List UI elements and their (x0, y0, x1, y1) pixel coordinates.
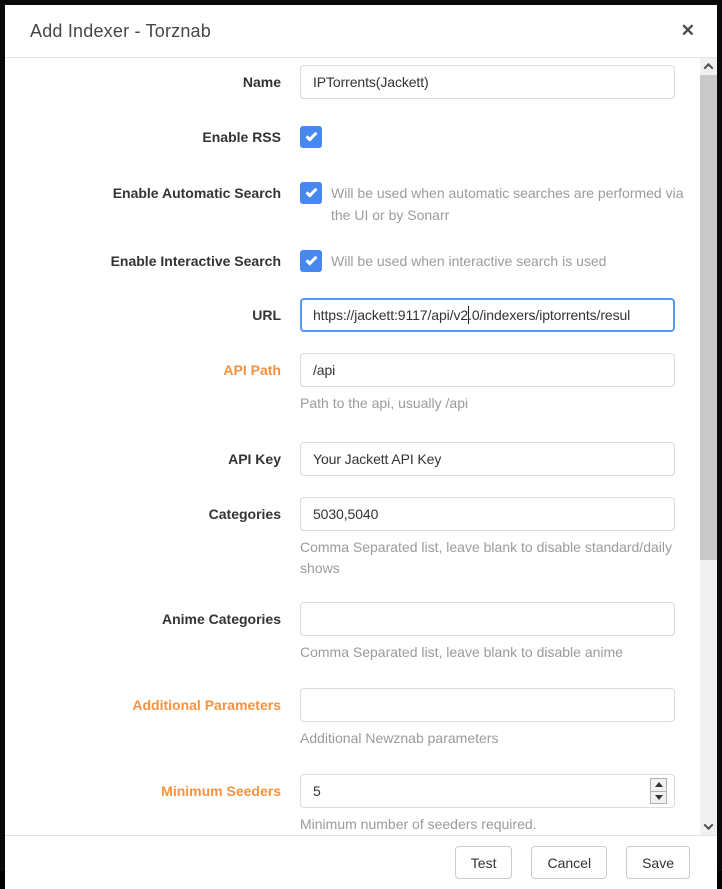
additional-parameters-help: Additional Newznab parameters (300, 730, 499, 746)
anime-categories-help: Comma Separated list, leave blank to disable anime (300, 644, 623, 660)
additional-parameters-input[interactable] (300, 688, 675, 722)
form-row-enable-rss (5, 126, 700, 148)
name-label: Name (242, 73, 281, 90)
form-row-minimum-seeders (5, 774, 700, 835)
minimum-seeders-input[interactable] (300, 774, 675, 808)
form-row-categories (5, 497, 700, 579)
chevron-down-icon (704, 820, 714, 830)
enable-rss-label: Enable RSS (202, 128, 281, 145)
form-row-anime-categories (5, 602, 700, 663)
cancel-button[interactable]: Cancel (531, 846, 607, 879)
modal-footer (5, 835, 717, 889)
enable-automatic-search-help: Will be used when automatic searches are performed via the UI or by Sonarr (331, 185, 684, 223)
close-icon[interactable]: ✕ (680, 21, 695, 40)
number-spinner (650, 778, 667, 804)
categories-input[interactable] (300, 497, 675, 531)
scroll-up-button[interactable] (700, 58, 717, 75)
enable-interactive-search-label: Enable Interactive Search (110, 252, 281, 269)
api-path-label: API Path (223, 361, 281, 378)
enable-automatic-search-checkbox[interactable] (300, 182, 322, 204)
form-row-name (5, 65, 700, 99)
api-path-input[interactable] (300, 353, 675, 387)
form-row-additional-parameters (5, 688, 700, 749)
api-key-label: API Key (228, 450, 281, 467)
scrollbar-thumb[interactable] (700, 75, 717, 560)
spinner-down-button[interactable] (650, 792, 667, 805)
api-path-help: Path to the api, usually /api (300, 395, 469, 411)
modal-title: Add Indexer - Torznab (30, 20, 211, 41)
url-label: URL (252, 306, 281, 323)
enable-rss-checkbox[interactable] (300, 126, 322, 148)
categories-help: Comma Separated list, leave blank to disable standard/daily shows (300, 539, 672, 576)
check-icon (305, 130, 317, 142)
name-input[interactable] (300, 65, 675, 99)
anime-categories-input[interactable] (300, 602, 675, 636)
enable-interactive-search-checkbox[interactable] (300, 250, 322, 272)
scroll-down-button[interactable] (700, 818, 717, 835)
form-row-enable-automatic-search (5, 182, 700, 226)
enable-interactive-search-help: Will be used when interactive search is used (331, 253, 607, 269)
indexer-form (5, 65, 700, 835)
minimum-seeders-help: Minimum number of seeders required. (300, 816, 537, 832)
modal-header (5, 5, 717, 58)
anime-categories-label: Anime Categories (161, 610, 281, 627)
vertical-scrollbar[interactable] (700, 58, 717, 835)
categories-label: Categories (208, 505, 281, 522)
triangle-down-icon (655, 795, 663, 800)
modal-body (5, 58, 717, 835)
test-button[interactable]: Test (455, 846, 513, 879)
spinner-up-button[interactable] (650, 778, 667, 792)
api-key-input[interactable] (300, 442, 675, 476)
save-button[interactable]: Save (626, 846, 690, 879)
enable-automatic-search-label: Enable Automatic Search (112, 184, 281, 201)
form-row-url (5, 298, 700, 332)
form-row-enable-interactive-search (5, 250, 700, 272)
form-row-api-key (5, 442, 700, 476)
check-icon (305, 254, 317, 266)
chevron-up-icon (704, 63, 714, 73)
url-input[interactable] (300, 298, 675, 332)
additional-parameters-label: Additional Parameters (132, 696, 281, 713)
form-row-api-path (5, 353, 700, 414)
minimum-seeders-label: Minimum Seeders (161, 782, 281, 799)
triangle-up-icon (655, 782, 663, 787)
text-caret (468, 306, 469, 324)
check-icon (305, 186, 317, 198)
